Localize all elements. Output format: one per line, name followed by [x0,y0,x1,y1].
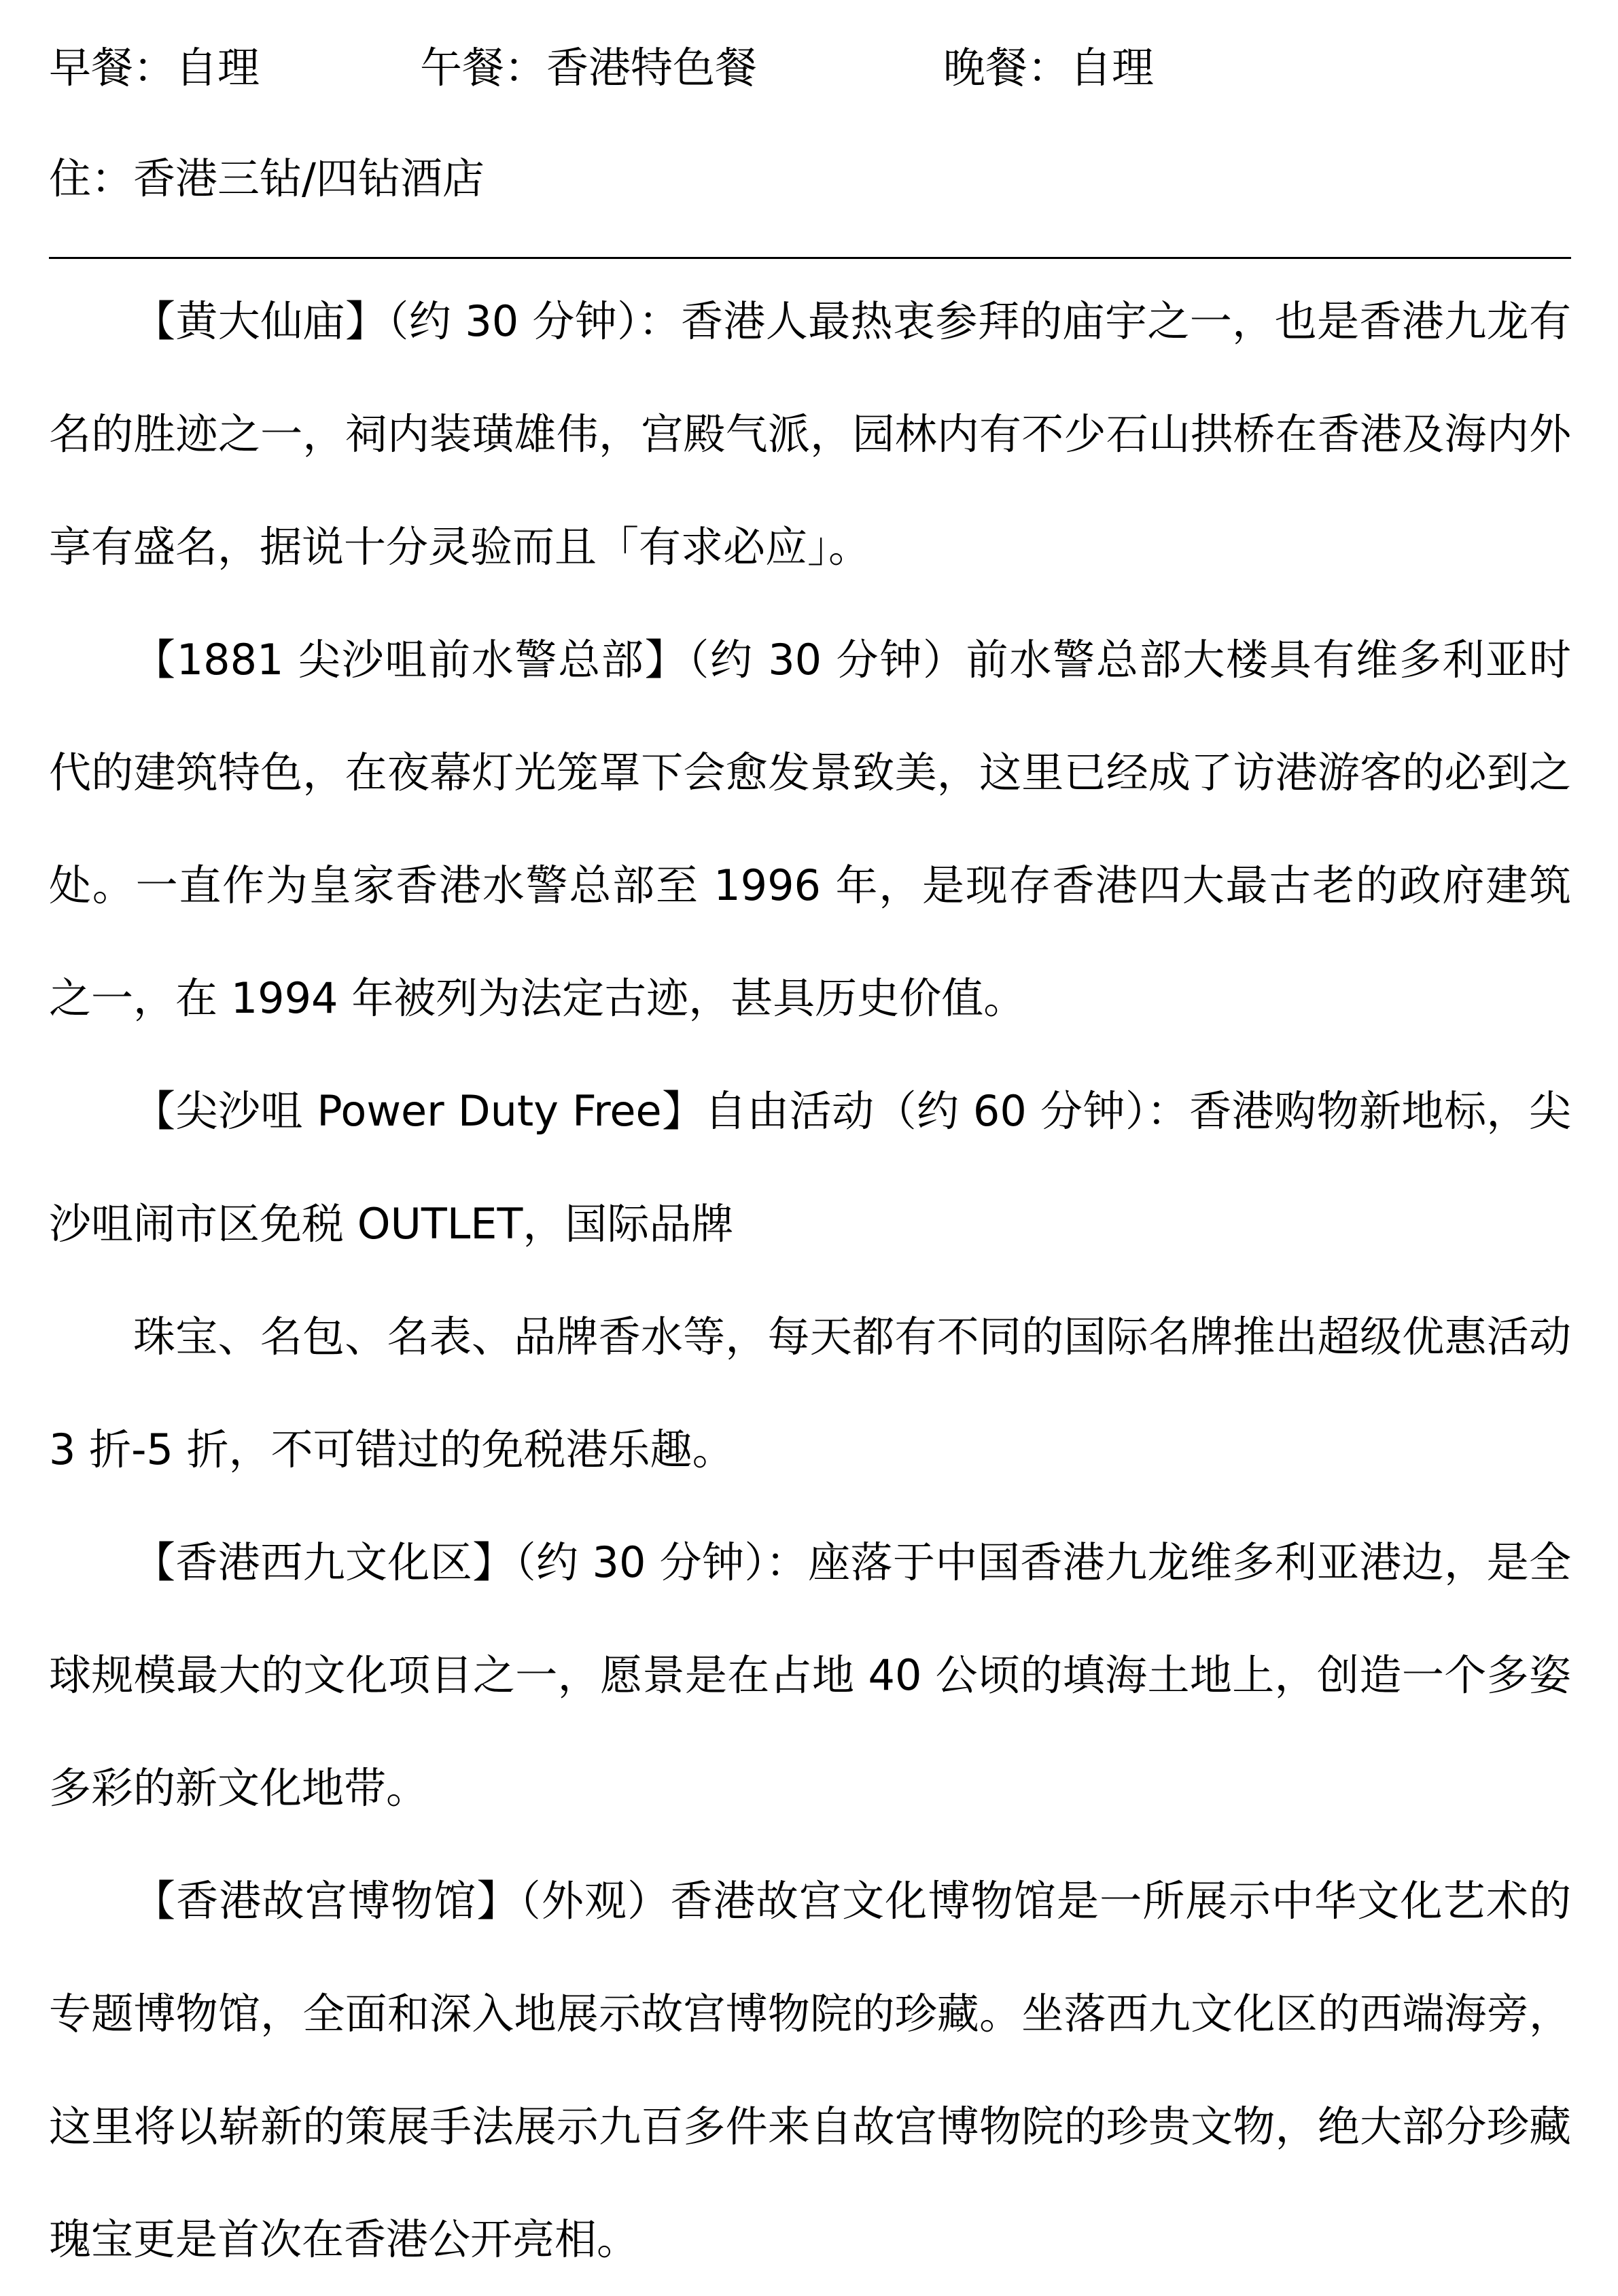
duty-free-details: 珠宝、名包、名表、品牌香水等，每天都有不同的国际名牌推出超级优惠活动 3 折-5 折，不可错过的免税港乐趣。 [49,1312,1571,1474]
attraction-power-duty-free: 【尖沙咀 Power Duty Free】自由活动（约 60 分钟）：香港购物新地标，尖沙咀闹市区免税 OUTLET，国际品牌 [49,1086,1571,1249]
dinner-info: 晚餐：自理 [943,43,1155,92]
lunch-info: 午餐：香港特色餐 [420,43,758,92]
attractions-content [49,265,1571,2296]
breakfast-info: 早餐：自理 [49,43,260,92]
divider-line [49,257,1571,259]
attraction-wong-tai-sin: 【黄大仙庙】（约 30 分钟）：香港人最热衷参拜的庙宇之一，也是香港九龙有名的胜迹之一，祠内装璜雄伟，宫殿气派，园林内有不少石山拱桥在香港及海内外享有盛名，据说十分灵验而且「有求必应」。 [49,296,1571,572]
attraction-west-kowloon: 【香港西九文化区】（约 30 分钟）：座落于中国香港九龙维多利亚港边，是全球规模最大的文化项目之一，愿景是在占地 40 公顷的填海土地上，创造一个多姿多彩的新文化地带。 [49,1537,1571,1813]
meals-line [49,37,1571,99]
attraction-palace-museum: 【香港故宫博物馆】（外观）香港故宫文化博物馆是一所展示中华文化艺术的专题博物馆，全面和深入地展示故宫博物院的珍藏。坐落西九文化区的西端海旁，这里将以崭新的策展手法展示九百多件来自故宫博物院的珍贵文物，绝大部分珍藏瑰宝更是首次在香港公开亮相。 [49,1876,1571,2264]
accommodation-info: 住：香港三钻/四钻酒店 [49,154,485,203]
attraction-1881-heritage: 【1881 尖沙咀前水警总部】（约 30 分钟）前水警总部大楼具有维多利亚时代的建筑特色，在夜幕灯光笼罩下会愈发景致美，这里已经成了访港游客的必到之处。一直作为皇家香港水警总部至 1996 年，是现存香港四大最古老的政府建筑之一，在 1994 年被列为法定古迹，甚具历史价值。 [49,635,1571,1023]
